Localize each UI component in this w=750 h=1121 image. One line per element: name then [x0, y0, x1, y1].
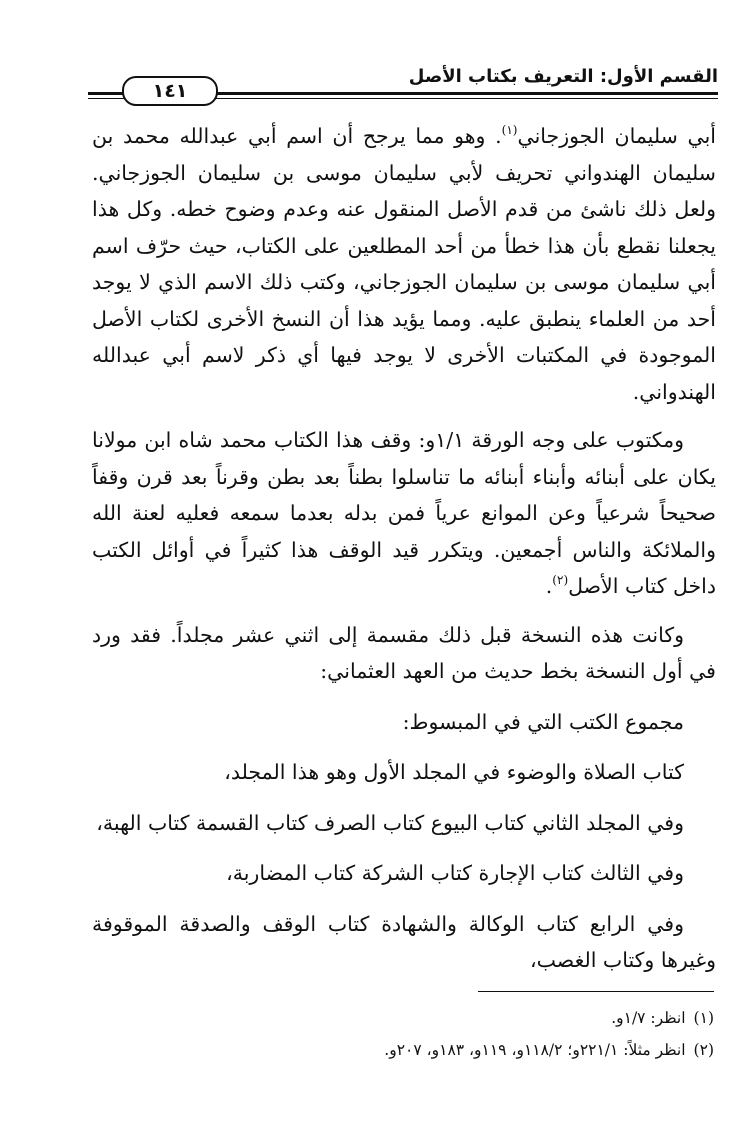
running-header — [88, 62, 718, 102]
footnote — [92, 1002, 714, 1034]
paragraph: وكانت هذه النسخة قبل ذلك مقسمة إلى اثني عشر مجلداً. فقد ورد في أول النسخة بخط حديث من العهد العثماني: — [92, 622, 716, 683]
footnote-number: (٢) — [693, 1041, 714, 1059]
header-title: القسم الأول: التعريف بكتاب الأصل — [408, 66, 718, 87]
footnote-separator — [478, 991, 714, 992]
paragraph-text: . وهو مما يرجح أن اسم أبي عبدالله محمد بن سليمان الهندواني تحريف لأبي سليمان موسى بن سليمان الجوزجاني. ولعل ذلك ناشئ من قدم الأصل المنقول عنه وعدم وضوح خطه. وكل هذا يجعلنا نقطع بأن هذا خطأ من أحد المطلعين على الكتاب، حيث حرّف اسم أبي سليمان موسى بن سليمان الجوزجاني، وكتب ذلك الاسم الذي لا يوجد أحد من العلماء ينطبق عليه. ومما يؤيد هذا أن النسخ الأخرى لكتاب الأصل الموجودة في المكتبات الأخرى لا يوجد فيها أي ذكر لاسم أبي عبدالله الهندواني. — [92, 124, 716, 404]
paragraph — [92, 118, 716, 410]
footnote-text: انظر: ١/٧و. — [611, 1009, 686, 1027]
footnote-ref[interactable]: (١) — [501, 123, 518, 137]
main-text — [92, 118, 716, 979]
footnote — [92, 1034, 714, 1066]
list-line: كتاب الصلاة والوضوء في المجلد الأول وهو هذا المجلد، — [224, 760, 684, 784]
paragraph-text: ومكتوب على وجه الورقة ١/١و: وقف هذا الكتاب محمد شاه ابن مولانا يكان على أبنائه وأبناء أبنائه ما تناسلوا بطناً بعد بطن وقرناً بعد قرن وقفاً صحيحاً شرعياً وعن الموانع عرياً فمن بدله بعدما سمعه فعليه لعنة الله والملائكة والناس أجمعين. ويتكرر قيد الوقف هذا كثيراً في أوائل الكتب داخل كتاب الأصل — [92, 428, 716, 598]
paragraph-text: . — [545, 574, 553, 598]
paragraph — [92, 422, 716, 605]
footnote-text: انظر مثلاً: ٢٢١/١و؛ ١١٨/٢و، ١١٩و، ١٨٣و، ٢٠٧و. — [384, 1041, 686, 1059]
paragraph-text: أبي سليمان الجوزجاني — [517, 124, 716, 148]
footnote-number: (١) — [693, 1009, 714, 1027]
list-line: وفي الثالث كتاب الإجارة كتاب الشركة كتاب المضاربة، — [226, 861, 684, 885]
list-line: وفي المجلد الثاني كتاب البيوع كتاب الصرف كتاب القسمة كتاب الهبة، — [96, 810, 684, 835]
list-line: وفي الرابع كتاب الوكالة والشهادة كتاب الوقف والصدقة الموقوفة وغيرها وكتاب الغصب، — [92, 911, 716, 972]
list-line: مجموع الكتب التي في المبسوط: — [402, 709, 684, 734]
footnote-ref[interactable]: (٢) — [552, 573, 569, 587]
footnotes — [92, 1002, 714, 1066]
page-number: ١٤١ — [122, 76, 218, 106]
